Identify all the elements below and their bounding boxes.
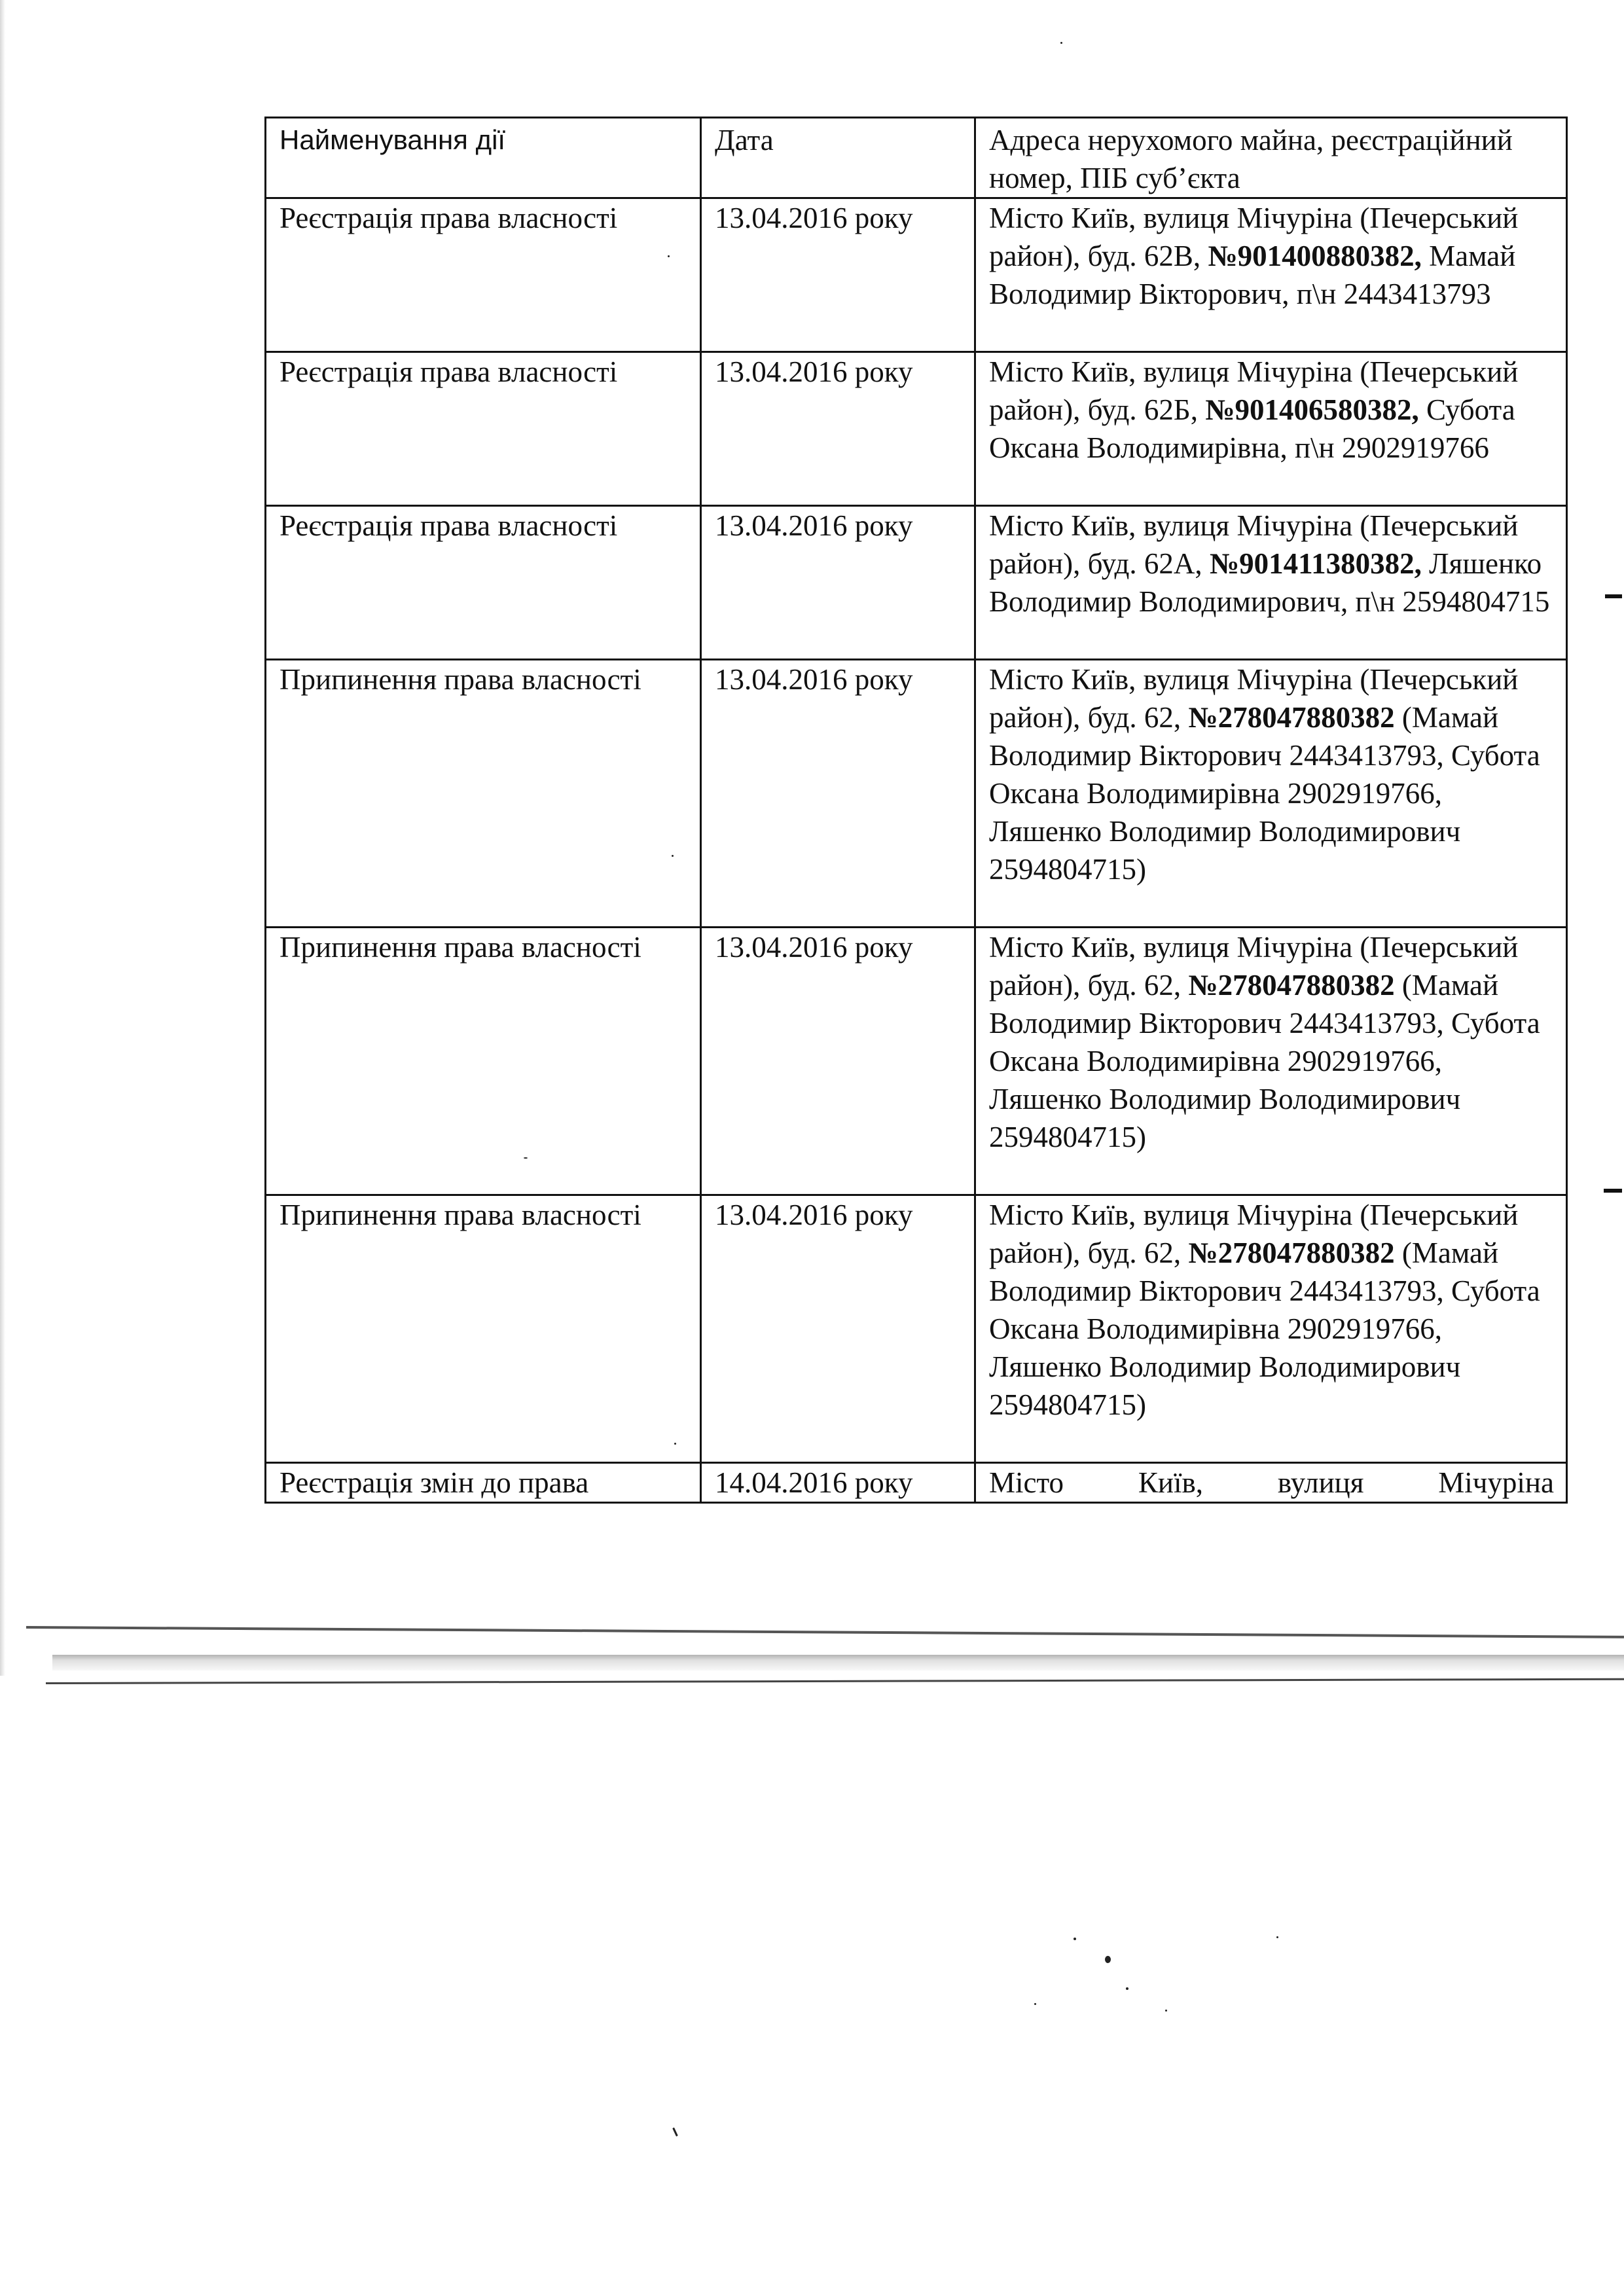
row-action: Припинення права власності (266, 1195, 701, 1463)
scan-speck (1276, 1936, 1278, 1938)
address-prefix: Місто Київ, вулиця Мічуріна (Печерський район), буд. 62, (989, 663, 1519, 734)
table-row (266, 1195, 1567, 1463)
table-row (266, 506, 1567, 660)
row-address (975, 506, 1567, 660)
table-header-row (266, 118, 1567, 198)
address-owner: Мамай Володимир Вікторович, п\н 2443413793 (989, 240, 1516, 310)
scan-speck (672, 2127, 678, 2137)
table-row (266, 352, 1567, 506)
scan-edge-mark (1605, 594, 1622, 598)
row-address (975, 1463, 1567, 1503)
header-address: Адреса нерухомого майна, реєстраційний номер, ПІБ суб’єкта (975, 118, 1567, 198)
scan-speck (1034, 2003, 1036, 2005)
address-owners: (Мамай Володимир Вікторович 2443413793, Субота Оксана Володимирівна 2902919766, Ляшенко Володимир Володимирович 2594804715) (989, 969, 1540, 1153)
address-owners: (Мамай Володимир Вікторович 2443413793, Субота Оксана Володимирівна 2902919766, Ляшенко Володимир Володимирович 2594804715) (989, 1237, 1540, 1421)
scan-page-edge-shadow (52, 1655, 1624, 1670)
row-address (975, 352, 1567, 506)
row-action: Припинення права власності (266, 928, 701, 1195)
row-action: Реєстрація права власності (266, 352, 701, 506)
registration-number: №278047880382 (1188, 1237, 1395, 1269)
row-date: 14.04.2016 року (701, 1463, 975, 1503)
address-prefix: Місто Київ, вулиця Мічуріна (Печерський район), буд. 62, (989, 1199, 1519, 1269)
row-action: Реєстрація права власності (266, 198, 701, 352)
registration-number: №901411380382, (1209, 547, 1422, 580)
scan-speck (1074, 1938, 1076, 1940)
row-date: 13.04.2016 року (701, 198, 975, 352)
address-prefix: Місто Київ, вулиця Мічуріна (Печерський район), буд. 62Б, (989, 355, 1519, 426)
scan-speck (668, 255, 670, 257)
address-prefix: Місто Київ, вулиця Мічуріна (Печерський район), буд. 62, (989, 931, 1519, 1002)
scan-speck (1060, 42, 1062, 44)
scan-speck (1165, 2010, 1167, 2012)
registration-number: №901406580382, (1205, 393, 1419, 426)
address-owner: Ляшенко Володимир Володимирович, п\н 2594804715 (989, 547, 1550, 618)
table-row (266, 1463, 1567, 1503)
table-row (266, 660, 1567, 928)
address-prefix: Місто Київ, вулиця Мічуріна (Печерський район), буд. 62В, (989, 202, 1519, 272)
address-prefix: Місто Київ, вулиця Мічуріна (989, 1466, 1554, 1499)
address-prefix: Місто Київ, вулиця Мічуріна (Печерський район), буд. 62А, (989, 509, 1519, 580)
scan-edge-mark (1604, 1189, 1622, 1193)
address-owners: (Мамай Володимир Вікторович 2443413793, Субота Оксана Володимирівна 2902919766, Ляшенко Володимир Володимирович 2594804715) (989, 701, 1540, 886)
registration-number: №278047880382 (1188, 969, 1395, 1002)
scan-speck (674, 1443, 676, 1445)
row-address (975, 198, 1567, 352)
header-date: Дата (701, 118, 975, 198)
row-action: Припинення права власності (266, 660, 701, 928)
row-action: Реєстрація змін до права (266, 1463, 701, 1503)
scan-speck (672, 855, 674, 857)
row-date: 13.04.2016 року (701, 1195, 975, 1463)
scan-speck (524, 1157, 528, 1159)
registration-number: №278047880382 (1188, 701, 1395, 734)
scan-page-edge-line (26, 1626, 1624, 1638)
row-date: 13.04.2016 року (701, 928, 975, 1195)
scan-speck (1105, 1956, 1111, 1963)
row-action: Реєстрація права власності (266, 506, 701, 660)
row-date: 13.04.2016 року (701, 660, 975, 928)
registration-number: №901400880382, (1208, 240, 1422, 272)
table-row (266, 928, 1567, 1195)
scan-speck (1126, 1987, 1128, 1990)
table-row (266, 198, 1567, 352)
row-address (975, 660, 1567, 928)
row-date: 13.04.2016 року (701, 352, 975, 506)
address-owner: Субота Оксана Володимирівна, п\н 2902919766 (989, 393, 1515, 464)
scan-page-edge-line-lower (46, 1678, 1624, 1684)
row-date: 13.04.2016 року (701, 506, 975, 660)
scan-left-edge (0, 0, 5, 1676)
registry-actions-table (264, 117, 1568, 1504)
row-address (975, 928, 1567, 1195)
header-action: Найменування дії (266, 118, 701, 198)
row-address (975, 1195, 1567, 1463)
